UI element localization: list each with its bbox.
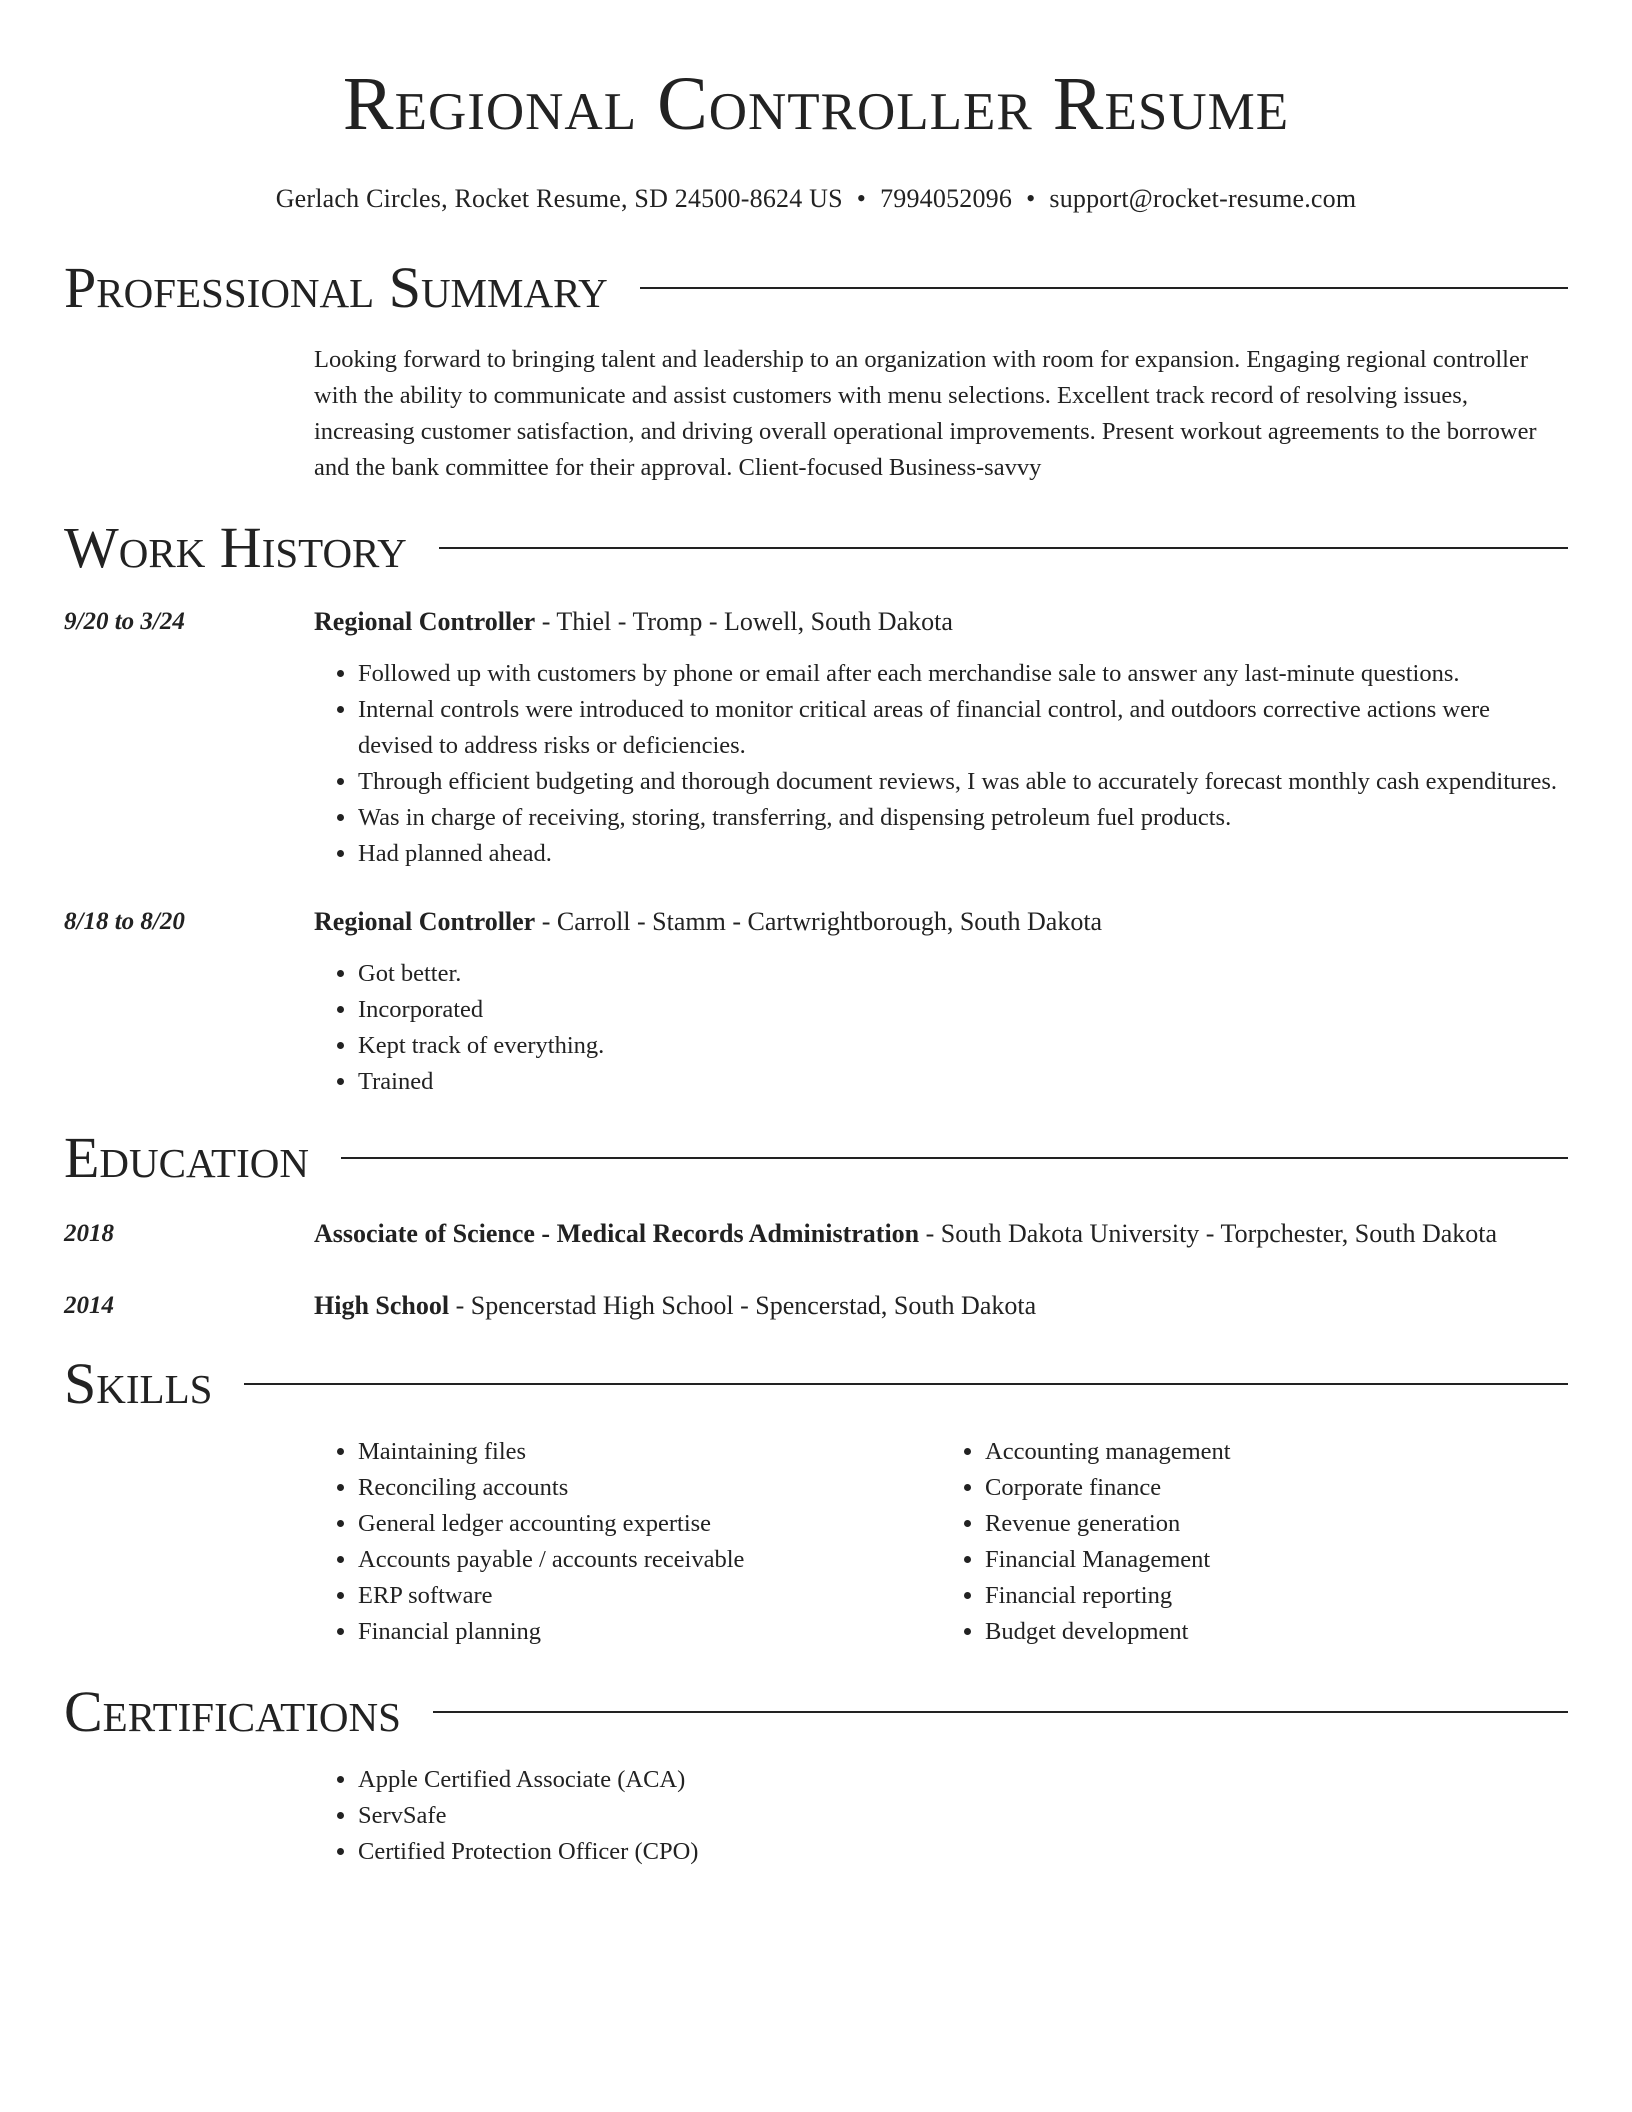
education-entry: [64, 1216, 1568, 1252]
certifications-row: [64, 1762, 1568, 1870]
job-bullet: • Kept track of everything.: [358, 1028, 1568, 1064]
skill-item: • Accounts payable / accounts receivable: [358, 1542, 941, 1578]
section-divider: [640, 287, 1568, 289]
section-title-certifications: Certifications: [64, 1679, 401, 1744]
skill-item: • Financial Management: [985, 1542, 1568, 1578]
skills-column-right: [941, 1434, 1568, 1650]
job-heading: [314, 604, 1568, 640]
certifications-body: [314, 1762, 1568, 1870]
certification-item: • Certified Protection Officer (CPO): [358, 1834, 1568, 1870]
section-title-education: Education: [64, 1125, 309, 1190]
contact-separator: •: [856, 184, 867, 213]
education-list: [64, 1216, 1568, 1324]
job-bullet-list: [314, 956, 1568, 1100]
skill-item: • Financial planning: [358, 1614, 941, 1650]
job-bullet: • Trained: [358, 1064, 1568, 1100]
education-body: [314, 1216, 1568, 1252]
job-list: [64, 604, 1568, 1100]
skills-section-header: [64, 1352, 1568, 1416]
section-divider: [244, 1383, 1568, 1385]
section-title-summary: Professional Summary: [64, 255, 608, 320]
skill-item: • General ledger accounting expertise: [358, 1506, 941, 1542]
certifications-list: [314, 1762, 1568, 1870]
job-bullet-list: [314, 656, 1568, 872]
job-bullet: • Through efficient budgeting and thorough document reviews, I was able to accurately forecast monthly cash expenditures.: [358, 764, 1568, 800]
section-divider: [341, 1157, 1568, 1159]
education-body: [314, 1288, 1568, 1324]
job-header-row: [64, 904, 1568, 1100]
skill-item: • Financial reporting: [985, 1578, 1568, 1614]
job-bullet: • Incorporated: [358, 992, 1568, 1028]
certification-item: • ServSafe: [358, 1798, 1568, 1834]
skills-column-left: [314, 1434, 941, 1650]
section-title-skills: Skills: [64, 1351, 213, 1416]
job-employer-location: - Carroll - Stamm - Cartwrightborough, South Dakota: [535, 907, 1103, 936]
summary-row: [64, 342, 1568, 486]
job-body: [314, 604, 1568, 872]
skills-grid: [64, 1434, 1568, 1650]
certification-item: • Apple Certified Associate (ACA): [358, 1762, 1568, 1798]
skills-spacer: [64, 1434, 314, 1650]
skill-item: • Revenue generation: [985, 1506, 1568, 1542]
contact-line: [64, 184, 1568, 214]
skill-item: • Maintaining files: [358, 1434, 941, 1470]
contact-phone: 7994052096: [880, 184, 1013, 213]
skill-item: • Accounting management: [985, 1434, 1568, 1470]
summary-text: Looking forward to bringing talent and leadership to an organization with room for expansion. Engaging regional controller with the ability to communicate and assist customers with menu selections. Excellent track record of resolving issues, increasing customer satisfaction, and driving overall operational improvements. Present workout agreements to the borrower and the bank committee for their approval. Client-focused Business-savvy: [314, 346, 1537, 481]
education-section-header: [64, 1126, 1568, 1190]
education-school-location: - South Dakota University - Torpchester, South Dakota: [919, 1219, 1498, 1248]
certifications-section-header: [64, 1680, 1568, 1744]
education-degree: Associate of Science - Medical Records Administration: [314, 1219, 920, 1248]
contact-separator: •: [1026, 184, 1036, 213]
job-header-row: [64, 604, 1568, 872]
education-entry: [64, 1288, 1568, 1324]
contact-address: Gerlach Circles, Rocket Resume, SD 24500-8624 US: [275, 184, 843, 213]
job-entry: [64, 904, 1568, 1100]
skill-item: • ERP software: [358, 1578, 941, 1614]
education-year: 2014: [64, 1292, 114, 1319]
work-section-header: [64, 516, 1568, 580]
skill-item: • Reconciling accounts: [358, 1470, 941, 1506]
job-bullet: • Had planned ahead.: [358, 836, 1568, 872]
section-title-work: Work History: [64, 515, 407, 580]
job-entry: [64, 604, 1568, 872]
job-body: [314, 904, 1568, 1100]
job-position: Regional Controller: [314, 607, 536, 636]
contact-email: support@rocket-resume.com: [1049, 184, 1357, 213]
summary-spacer: [64, 342, 314, 486]
resume-title: Regional Controller Resume: [342, 62, 1290, 146]
skill-item: • Budget development: [985, 1614, 1568, 1650]
job-dates: 8/18 to 8/20: [64, 908, 185, 935]
education-year: 2018: [64, 1220, 114, 1247]
job-dates: 9/20 to 3/24: [64, 608, 185, 635]
skill-item: • Corporate finance: [985, 1470, 1568, 1506]
education-school-location: - Spencerstad High School - Spencerstad, South Dakota: [449, 1291, 1037, 1320]
section-divider: [433, 1711, 1568, 1713]
job-bullet: • Got better.: [358, 956, 1568, 992]
job-position: Regional Controller: [314, 907, 536, 936]
job-bullet: • Internal controls were introduced to monitor critical areas of financial control, and outdoors corrective actions were devised to address risks or deficiencies.: [358, 692, 1568, 764]
certifications-spacer: [64, 1762, 314, 1870]
education-degree: High School: [314, 1291, 450, 1320]
job-bullet: • Followed up with customers by phone or email after each merchandise sale to answer any last-minute questions.: [358, 656, 1568, 692]
section-divider: [439, 547, 1568, 549]
job-bullet: • Was in charge of receiving, storing, transferring, and dispensing petroleum fuel products.: [358, 800, 1568, 836]
job-heading: [314, 904, 1568, 940]
job-employer-location: - Thiel - Tromp - Lowell, South Dakota: [535, 607, 953, 636]
summary-section-header: [64, 256, 1568, 320]
